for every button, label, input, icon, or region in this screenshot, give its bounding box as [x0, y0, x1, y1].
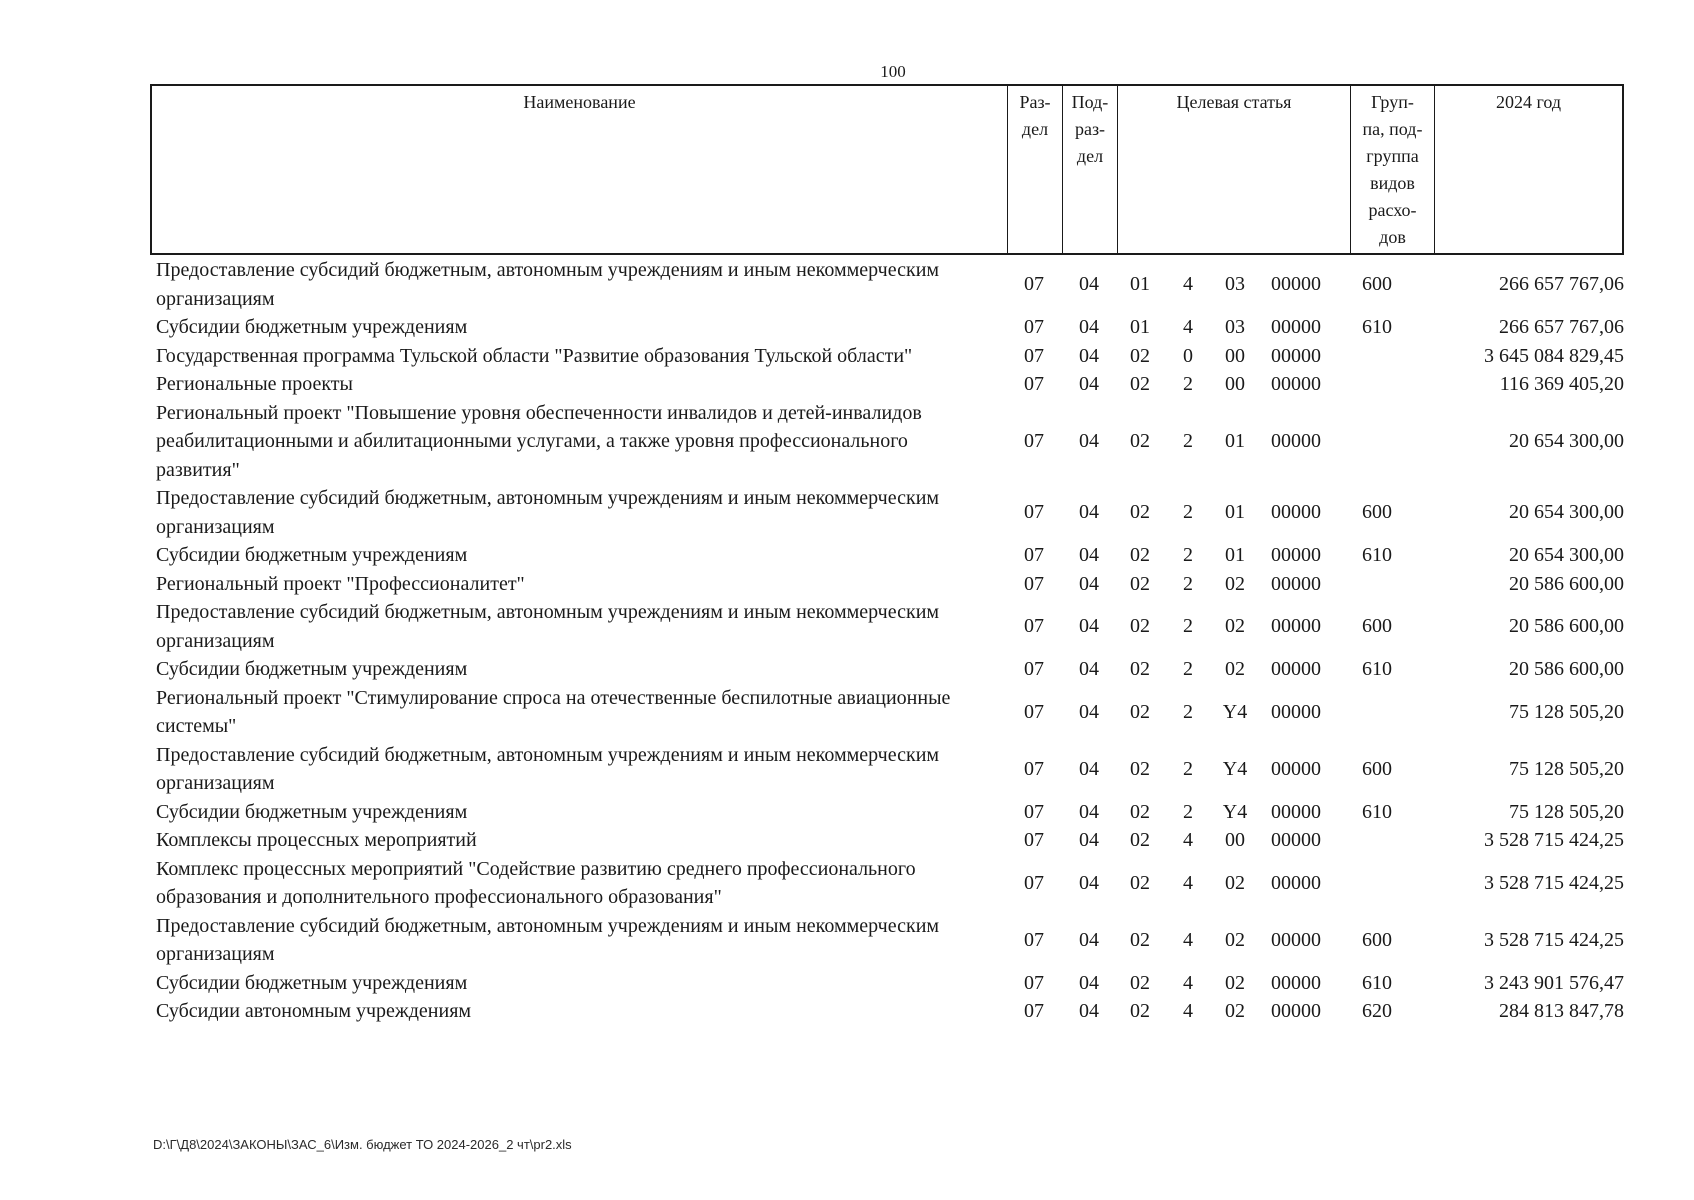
table-row: [150, 969, 1626, 998]
cell-target-2: 0: [1183, 344, 1193, 367]
cell-amount: 3 243 901 576,47: [1484, 971, 1624, 994]
cell-target-2: 4: [1183, 273, 1193, 296]
cell-target-3: Y4: [1222, 800, 1248, 823]
cell-amount: 20 654 300,00: [1509, 544, 1624, 566]
cell-target-2: 2: [1183, 430, 1193, 452]
cell-target-3: 00: [1225, 344, 1245, 367]
header-year: 2024 год: [1495, 92, 1562, 112]
cell-target-2: 4: [1183, 829, 1193, 851]
cell-podrazdel: 04: [1079, 273, 1099, 296]
header-razdel: Раз- дел: [1008, 86, 1063, 253]
cell-target-2: 2: [1183, 501, 1193, 524]
cell-razdel: 07: [1024, 544, 1044, 566]
cell-target-3: 02: [1225, 1000, 1245, 1022]
cell-target-3: 00: [1225, 829, 1245, 851]
cell-razdel: 07: [1024, 757, 1044, 780]
header-name: Наименование: [152, 86, 1008, 253]
cell-target-1: 02: [1130, 928, 1150, 951]
cell-razdel: 07: [1024, 1000, 1044, 1022]
cell-amount: 20 654 300,00: [1509, 501, 1624, 524]
cell-target-1: 02: [1130, 700, 1150, 723]
cell-group: 610: [1362, 316, 1392, 338]
cell-amount: 75 128 505,20: [1509, 757, 1624, 780]
table-row: [150, 484, 1626, 541]
cell-amount: 75 128 505,20: [1509, 700, 1624, 723]
cell-name: Предоставление субсидий бюджетным, автономным учреждениям и иным некоммерческим организациям: [156, 743, 940, 794]
cell-razdel: 07: [1024, 615, 1044, 638]
table-row: [150, 655, 1626, 684]
table-row: [150, 798, 1626, 827]
cell-razdel: 07: [1024, 700, 1044, 723]
cell-target-3: Y4: [1222, 757, 1248, 780]
cell-podrazdel: 04: [1079, 544, 1099, 566]
cell-target-3: 02: [1225, 658, 1245, 680]
cell-podrazdel: 04: [1079, 430, 1099, 452]
cell-razdel: 07: [1024, 829, 1044, 851]
cell-razdel: 07: [1024, 572, 1044, 595]
cell-podrazdel: 04: [1079, 344, 1099, 367]
cell-group: 600: [1362, 928, 1392, 951]
cell-podrazdel: 04: [1079, 572, 1099, 595]
cell-target-1: 02: [1130, 800, 1150, 823]
cell-group: 610: [1362, 544, 1392, 566]
header-target-article: Целевая статья: [1118, 86, 1351, 253]
cell-amount: 20 586 600,00: [1509, 658, 1624, 680]
cell-name: Региональный проект "Профессионалитет": [156, 572, 525, 595]
cell-target-3: 03: [1225, 273, 1245, 296]
cell-target-2: 4: [1183, 316, 1193, 338]
file-path-footer: D:\Г\Д8\2024\ЗАКОНЫ\ЗАС_6\Изм. бюджет ТО 2024-2026_2 чт\pr2.xls: [153, 1137, 572, 1152]
cell-name: Субсидии бюджетным учреждениям: [156, 544, 468, 566]
cell-target-4: 00000: [1271, 373, 1321, 395]
cell-razdel: 07: [1024, 501, 1044, 524]
table-row: [150, 570, 1626, 599]
cell-podrazdel: 04: [1079, 1000, 1099, 1022]
cell-target-4: 00000: [1271, 430, 1321, 452]
cell-amount: 3 528 715 424,25: [1484, 928, 1624, 951]
cell-target-2: 4: [1183, 971, 1193, 994]
cell-name: Комплекс процессных мероприятий "Содействие развитию среднего профессионального образования и дополнительного профессионального образования": [156, 857, 916, 908]
cell-name: Государственная программа Тульской области "Развитие образования Тульской области": [156, 344, 913, 367]
cell-group: 600: [1362, 501, 1392, 524]
cell-group: 600: [1362, 757, 1392, 780]
cell-target-1: 01: [1130, 273, 1150, 296]
table-row: [150, 342, 1626, 371]
cell-amount: 284 813 847,78: [1499, 1000, 1624, 1022]
cell-podrazdel: 04: [1079, 373, 1099, 395]
cell-group: 610: [1362, 971, 1392, 994]
cell-target-2: 4: [1183, 871, 1193, 894]
cell-target-3: 01: [1225, 430, 1245, 452]
cell-target-3: Y4: [1222, 700, 1248, 723]
cell-target-2: 2: [1183, 572, 1193, 595]
cell-podrazdel: 04: [1079, 700, 1099, 723]
cell-target-4: 00000: [1271, 572, 1321, 595]
cell-target-1: 02: [1130, 871, 1150, 894]
table-header: [150, 84, 1624, 255]
table-row: [150, 256, 1626, 313]
cell-target-2: 2: [1183, 615, 1193, 638]
cell-name: Региональный проект "Стимулирование спроса на отечественные беспилотные авиационные системы": [156, 686, 951, 737]
cell-podrazdel: 04: [1079, 757, 1099, 780]
cell-amount: 3 528 715 424,25: [1484, 871, 1624, 894]
cell-razdel: 07: [1024, 273, 1044, 296]
cell-target-4: 00000: [1271, 829, 1321, 851]
table-row: [150, 855, 1626, 912]
cell-target-1: 02: [1130, 757, 1150, 780]
cell-target-2: 4: [1183, 928, 1193, 951]
cell-target-1: 02: [1130, 971, 1150, 994]
table-body: [150, 256, 1626, 1026]
cell-target-4: 00000: [1271, 273, 1321, 296]
cell-target-4: 00000: [1271, 757, 1321, 780]
cell-target-4: 00000: [1271, 871, 1321, 894]
table-row: [150, 313, 1626, 342]
cell-target-3: 02: [1225, 572, 1245, 595]
cell-amount: 20 586 600,00: [1509, 615, 1624, 638]
cell-razdel: 07: [1024, 373, 1044, 395]
cell-target-2: 2: [1183, 757, 1193, 780]
table-row: [150, 684, 1626, 741]
cell-podrazdel: 04: [1079, 871, 1099, 894]
cell-amount: 3 528 715 424,25: [1484, 829, 1624, 851]
cell-group: 600: [1362, 273, 1392, 296]
cell-amount: 116 369 405,20: [1499, 373, 1624, 395]
cell-target-1: 02: [1130, 572, 1150, 595]
cell-target-4: 00000: [1271, 800, 1321, 823]
cell-podrazdel: 04: [1079, 800, 1099, 823]
cell-target-1: 02: [1130, 829, 1150, 851]
cell-target-4: 00000: [1271, 971, 1321, 994]
cell-name: Субсидии бюджетным учреждениям: [156, 971, 468, 994]
cell-name: Субсидии бюджетным учреждениям: [156, 658, 468, 680]
cell-razdel: 07: [1024, 658, 1044, 680]
cell-podrazdel: 04: [1079, 615, 1099, 638]
cell-target-3: 01: [1225, 501, 1245, 524]
cell-target-1: 02: [1130, 344, 1150, 367]
cell-target-4: 00000: [1271, 615, 1321, 638]
cell-target-3: 02: [1225, 971, 1245, 994]
table-row: [150, 741, 1626, 798]
cell-razdel: 07: [1024, 430, 1044, 452]
cell-target-1: 02: [1130, 544, 1150, 566]
table-row: [150, 826, 1626, 855]
cell-target-2: 2: [1183, 800, 1193, 823]
cell-target-2: 4: [1183, 1000, 1193, 1022]
header-group: Груп- па, под- группа видов расхо- дов: [1351, 86, 1435, 253]
cell-podrazdel: 04: [1079, 971, 1099, 994]
cell-target-4: 00000: [1271, 700, 1321, 723]
table-row: [150, 399, 1626, 485]
cell-podrazdel: 04: [1079, 501, 1099, 524]
cell-name: Предоставление субсидий бюджетным, автономным учреждениям и иным некоммерческим организациям: [156, 601, 940, 652]
cell-target-4: 00000: [1271, 658, 1321, 680]
cell-target-4: 00000: [1271, 928, 1321, 951]
cell-target-1: 01: [1130, 316, 1150, 338]
cell-group: 610: [1362, 800, 1392, 823]
cell-target-2: 2: [1183, 373, 1193, 395]
page-number: 100: [880, 62, 906, 81]
cell-target-1: 02: [1130, 1000, 1150, 1022]
cell-target-1: 02: [1130, 373, 1150, 395]
cell-name: Предоставление субсидий бюджетным, автономным учреждениям и иным некоммерческим организациям: [156, 914, 940, 965]
cell-target-4: 00000: [1271, 316, 1321, 338]
cell-name: Субсидии бюджетным учреждениям: [156, 316, 468, 338]
cell-name: Предоставление субсидий бюджетным, автономным учреждениям и иным некоммерческим организациям: [156, 259, 940, 310]
cell-razdel: 07: [1024, 971, 1044, 994]
cell-target-1: 02: [1130, 615, 1150, 638]
cell-target-4: 00000: [1271, 501, 1321, 524]
cell-razdel: 07: [1024, 928, 1044, 951]
table-row: [150, 912, 1626, 969]
cell-razdel: 07: [1024, 800, 1044, 823]
table-row: [150, 997, 1626, 1026]
cell-name: Субсидии бюджетным учреждениям: [156, 800, 468, 823]
cell-name: Региональные проекты: [156, 373, 353, 395]
cell-amount: 266 657 767,06: [1499, 316, 1624, 338]
table-row: [150, 370, 1626, 399]
cell-razdel: 07: [1024, 871, 1044, 894]
cell-podrazdel: 04: [1079, 928, 1099, 951]
cell-razdel: 07: [1024, 344, 1044, 367]
cell-podrazdel: 04: [1079, 316, 1099, 338]
header-podrazdel: Под- раз- дел: [1063, 86, 1118, 253]
cell-target-2: 2: [1183, 658, 1193, 680]
cell-target-4: 00000: [1271, 344, 1321, 367]
cell-amount: 75 128 505,20: [1509, 800, 1624, 823]
cell-razdel: 07: [1024, 316, 1044, 338]
cell-group: 610: [1362, 658, 1392, 680]
cell-name: Субсидии автономным учреждениям: [156, 1000, 472, 1022]
cell-target-4: 00000: [1271, 544, 1321, 566]
table-row: [150, 598, 1626, 655]
cell-target-3: 00: [1225, 373, 1245, 395]
cell-target-3: 02: [1225, 615, 1245, 638]
cell-amount: 3 645 084 829,45: [1484, 344, 1624, 367]
cell-target-3: 02: [1225, 871, 1245, 894]
cell-name: Предоставление субсидий бюджетным, автономным учреждениям и иным некоммерческим организациям: [156, 487, 940, 538]
cell-target-4: 00000: [1271, 1000, 1321, 1022]
cell-podrazdel: 04: [1079, 829, 1099, 851]
cell-target-2: 2: [1183, 700, 1193, 723]
cell-amount: 20 586 600,00: [1509, 572, 1624, 595]
cell-target-3: 01: [1225, 544, 1245, 566]
cell-target-1: 02: [1130, 430, 1150, 452]
cell-name: Комплексы процессных мероприятий: [156, 829, 477, 851]
table-row: [150, 541, 1626, 570]
cell-target-3: 03: [1225, 316, 1245, 338]
cell-group: 600: [1362, 615, 1392, 638]
cell-target-2: 2: [1183, 544, 1193, 566]
cell-amount: 266 657 767,06: [1499, 273, 1624, 296]
cell-target-1: 02: [1130, 501, 1150, 524]
cell-name: Региональный проект "Повышение уровня обеспеченности инвалидов и детей-инвалидов реабилитационными и абилитационными услугами, а также уровня профессионального развития": [156, 401, 922, 481]
cell-podrazdel: 04: [1079, 658, 1099, 680]
cell-group: 620: [1362, 1000, 1392, 1022]
cell-target-1: 02: [1130, 658, 1150, 680]
cell-amount: 20 654 300,00: [1509, 430, 1624, 452]
cell-target-3: 02: [1225, 928, 1245, 951]
